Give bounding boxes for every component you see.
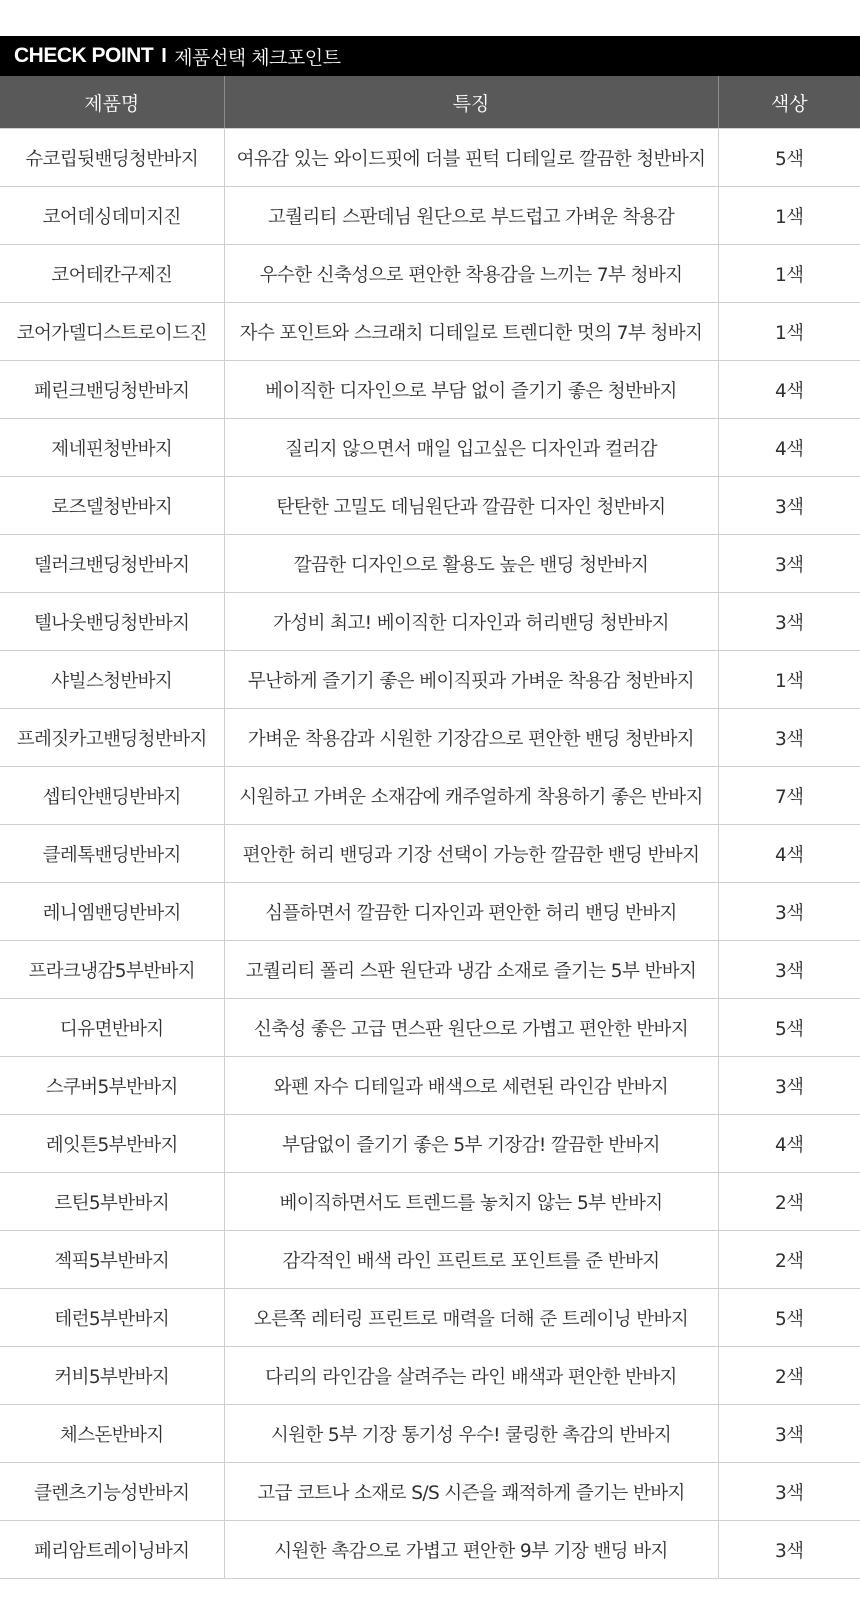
feature-cell: 고급 코트나 소재로 S/S 시즌을 쾌적하게 즐기는 반바지 [224,1463,718,1521]
feature-cell: 다리의 라인감을 살려주는 라인 배색과 편안한 반바지 [224,1347,718,1405]
product-name-cell: 커비5부반바지 [0,1347,224,1405]
color-count-cell: 2색 [718,1347,860,1405]
product-name-cell: 프레짓카고밴딩청반바지 [0,709,224,767]
table-row [0,303,860,361]
color-count-cell: 5색 [718,1289,860,1347]
title-english: CHECK POINT [14,44,154,67]
color-count-cell: 1색 [718,303,860,361]
table-row [0,1463,860,1521]
table-row [0,941,860,999]
checkpoint-title-bar [0,36,860,76]
table-row [0,129,860,187]
table-row [0,1115,860,1173]
product-name-cell: 르틴5부반바지 [0,1173,224,1231]
feature-cell: 여유감 있는 와이드핏에 더블 핀턱 디테일로 깔끔한 청반바지 [224,129,718,187]
feature-cell: 가벼운 착용감과 시원한 기장감으로 편안한 밴딩 청반바지 [224,709,718,767]
table-row [0,709,860,767]
table-row [0,1289,860,1347]
table-header-row [0,76,860,129]
color-count-cell: 5색 [718,999,860,1057]
table-body [0,129,860,1579]
table-row [0,1173,860,1231]
feature-cell: 부담없이 즐기기 좋은 5부 기장감! 깔끔한 반바지 [224,1115,718,1173]
table-row [0,825,860,883]
feature-cell: 감각적인 배색 라인 프린트로 포인트를 준 반바지 [224,1231,718,1289]
table-row [0,1231,860,1289]
table-row [0,535,860,593]
feature-cell: 가성비 최고! 베이직한 디자인과 허리밴딩 청반바지 [224,593,718,651]
color-count-cell: 7색 [718,767,860,825]
color-count-cell: 3색 [718,1405,860,1463]
feature-cell: 깔끔한 디자인으로 활용도 높은 밴딩 청반바지 [224,535,718,593]
table-row [0,477,860,535]
product-name-cell: 로즈델청반바지 [0,477,224,535]
color-count-cell: 5색 [718,129,860,187]
feature-cell: 질리지 않으면서 매일 입고싶은 디자인과 컬러감 [224,419,718,477]
product-name-cell: 클렌츠기능성반바지 [0,1463,224,1521]
feature-cell: 고퀄리티 스판데님 원단으로 부드럽고 가벼운 착용감 [224,187,718,245]
color-count-cell: 3색 [718,593,860,651]
product-name-cell: 델러크밴딩청반바지 [0,535,224,593]
feature-cell: 탄탄한 고밀도 데님원단과 깔끔한 디자인 청반바지 [224,477,718,535]
table-row [0,419,860,477]
feature-cell: 오른쪽 레터링 프린트로 매력을 더해 준 트레이닝 반바지 [224,1289,718,1347]
color-count-cell: 4색 [718,825,860,883]
product-name-cell: 스쿠버5부반바지 [0,1057,224,1115]
color-count-cell: 4색 [718,1115,860,1173]
column-header-color: 색상 [718,76,860,129]
feature-cell: 시원한 촉감으로 가볍고 편안한 9부 기장 밴딩 바지 [224,1521,718,1579]
title-separator: I [161,44,167,67]
product-name-cell: 클레톡밴딩반바지 [0,825,224,883]
column-header-feature: 특징 [224,76,718,129]
product-name-cell: 테런5부반바지 [0,1289,224,1347]
feature-cell: 시원한 5부 기장 통기성 우수! 쿨링한 촉감의 반바지 [224,1405,718,1463]
product-name-cell: 레잇튼5부반바지 [0,1115,224,1173]
feature-cell: 신축성 좋은 고급 면스판 원단으로 가볍고 편안한 반바지 [224,999,718,1057]
feature-cell: 고퀄리티 폴리 스판 원단과 냉감 소재로 즐기는 5부 반바지 [224,941,718,999]
color-count-cell: 3색 [718,1463,860,1521]
feature-cell: 심플하면서 깔끔한 디자인과 편안한 허리 밴딩 반바지 [224,883,718,941]
product-name-cell: 페리암트레이닝바지 [0,1521,224,1579]
feature-cell: 우수한 신축성으로 편안한 착용감을 느끼는 7부 청바지 [224,245,718,303]
feature-cell: 베이직하면서도 트렌드를 놓치지 않는 5부 반바지 [224,1173,718,1231]
table-row [0,593,860,651]
color-count-cell: 3색 [718,883,860,941]
table-row [0,361,860,419]
color-count-cell: 3색 [718,1521,860,1579]
table-row [0,187,860,245]
color-count-cell: 1색 [718,651,860,709]
feature-cell: 시원하고 가벼운 소재감에 캐주얼하게 착용하기 좋은 반바지 [224,767,718,825]
color-count-cell: 2색 [718,1173,860,1231]
title-korean: 제품선택 체크포인트 [174,46,341,69]
color-count-cell: 3색 [718,709,860,767]
product-name-cell: 텔나웃밴딩청반바지 [0,593,224,651]
product-name-cell: 코어데싱데미지진 [0,187,224,245]
product-name-cell: 제네핀청반바지 [0,419,224,477]
color-count-cell: 3색 [718,1057,860,1115]
table-row [0,1521,860,1579]
color-count-cell: 2색 [718,1231,860,1289]
table-row [0,651,860,709]
product-name-cell: 디유면반바지 [0,999,224,1057]
product-name-cell: 코어가델디스트로이드진 [0,303,224,361]
feature-cell: 베이직한 디자인으로 부담 없이 즐기기 좋은 청반바지 [224,361,718,419]
product-name-cell: 체스돈반바지 [0,1405,224,1463]
column-header-product-name: 제품명 [0,76,224,129]
product-checkpoint-table [0,76,860,1579]
color-count-cell: 3색 [718,941,860,999]
product-name-cell: 레니엠밴딩반바지 [0,883,224,941]
color-count-cell: 3색 [718,535,860,593]
color-count-cell: 4색 [718,419,860,477]
color-count-cell: 3색 [718,477,860,535]
table-row [0,883,860,941]
color-count-cell: 1색 [718,245,860,303]
product-name-cell: 샤빌스청반바지 [0,651,224,709]
product-name-cell: 페린크밴딩청반바지 [0,361,224,419]
color-count-cell: 1색 [718,187,860,245]
product-name-cell: 프라크냉감5부반바지 [0,941,224,999]
product-name-cell: 셉티안밴딩반바지 [0,767,224,825]
table-row [0,1347,860,1405]
feature-cell: 와펜 자수 디테일과 배색으로 세련된 라인감 반바지 [224,1057,718,1115]
table-row [0,1405,860,1463]
feature-cell: 자수 포인트와 스크래치 디테일로 트렌디한 멋의 7부 청바지 [224,303,718,361]
table-row [0,767,860,825]
product-name-cell: 슈코립뒷밴딩청반바지 [0,129,224,187]
color-count-cell: 4색 [718,361,860,419]
feature-cell: 무난하게 즐기기 좋은 베이직핏과 가벼운 착용감 청반바지 [224,651,718,709]
product-name-cell: 코어테칸구제진 [0,245,224,303]
table-row [0,999,860,1057]
table-row [0,245,860,303]
product-name-cell: 젝픽5부반바지 [0,1231,224,1289]
table-row [0,1057,860,1115]
feature-cell: 편안한 허리 밴딩과 기장 선택이 가능한 깔끔한 밴딩 반바지 [224,825,718,883]
